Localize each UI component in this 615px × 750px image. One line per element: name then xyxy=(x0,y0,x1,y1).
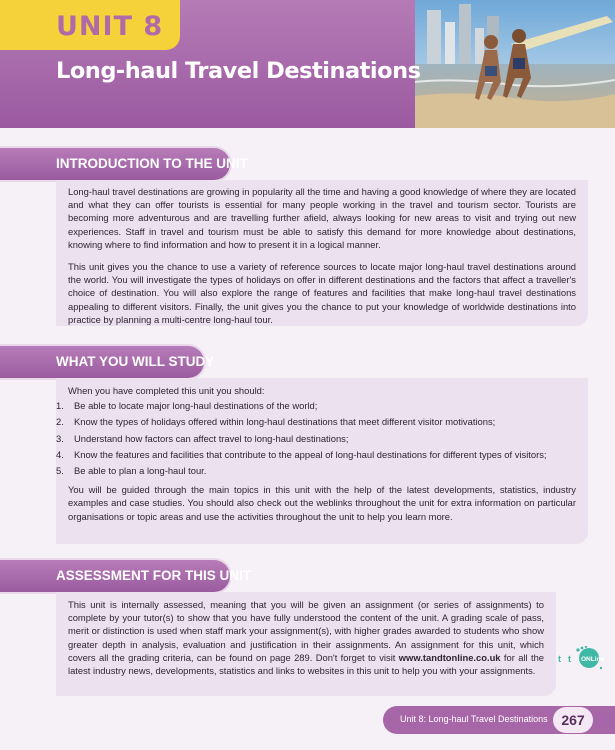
svg-text:t: t xyxy=(568,654,571,664)
intro-paragraph-2: This unit gives you the chance to use a variety of reference sources to locate major long-haul travel destinations around the world. You will investigate the types of holidays on offer in different destinations and the factors that affect a traveller's choice of destination. You will also explore the range of features and facilities that make long-haul travel destinations appealing to different visitors. Finally, the unit gives you the chance to put your knowledge of worldwide destinations into practice by planning a multi-centre long-haul tour. xyxy=(68,261,576,325)
section-heading-text: WHAT YOU WILL STUDY xyxy=(56,354,215,369)
unit-tab xyxy=(0,0,180,50)
tandtonline-link[interactable]: www.tandtonline.co.uk xyxy=(398,651,501,663)
list-item: 3. Understand how factors can affect travel to long-haul destinations; xyxy=(56,432,349,444)
unit-label: UNIT 8 xyxy=(56,11,164,42)
surfers-beach-photo xyxy=(415,0,615,128)
introduction-section xyxy=(56,180,588,326)
section-heading-introduction xyxy=(0,148,248,180)
tandtonline-logo xyxy=(556,646,612,670)
unit-header-banner xyxy=(0,0,615,128)
study-outcomes-list xyxy=(56,399,576,477)
list-item: 1. Be able to locate major long-haul destinations of the world; xyxy=(56,400,318,412)
list-item: 2. Know the types of holidays offered within long-haul destinations that meet different visitor motivations; xyxy=(56,416,496,428)
assessment-section xyxy=(56,592,556,696)
page-number: 267 xyxy=(553,707,593,733)
unit-title: Long-haul Travel Destinations xyxy=(56,58,421,84)
intro-paragraph-1: Long-haul travel destinations are growing in popularity all the time and having a good knowledge of where they are located and what they can offer tourists is essential for many people working in the travel and tourism sector. Tourists are becoming more adventurous and are travelling further afield, always looking for new areas to visit and trying out new experiences. Staff in travel and tourism must be able to satisfy this demand for more knowledge about destinations, knowing where to find information and how to present it in a logical manner. xyxy=(68,186,576,250)
assessment-paragraph: This unit is internally assessed, meaning that you will be given an assignment (or series of assignments) to complete by your tutor(s) to show that you have fully understood the content of the unit. A grading scale of pass, merit or distinction is used when staff mark your assignment(s), with higher grades awarded to students who show greater depth in analysis, evaluation and justification in their assignments. An assignment for this unit, which covers all the grading criteria, can be found on page 289. Don't forget to visit www.tandtonline.co.uk for all the latest industry news, developments, statistics and links to websites in this unit to help you with your assignments. xyxy=(68,599,545,677)
svg-text:ONLine: ONLine xyxy=(581,656,605,663)
tandtonline-logo-icon xyxy=(556,646,612,670)
page-footer xyxy=(383,706,615,734)
list-item: 4. Know the features and facilities that contribute to the appeal of long-haul destinations for different types of visitors; xyxy=(56,448,547,460)
section-heading-text: INTRODUCTION TO THE UNIT xyxy=(56,156,248,171)
study-closing: You will be guided through the main topics in this unit with the help of the latest developments, statistics, industry examples and case studies. You should also check out the weblinks throughout the unit for extra information on particular organisations or topic areas and use the activities throughout the unit to help you learn more. xyxy=(68,484,576,522)
section-heading-text: ASSESSMENT FOR THIS UNIT xyxy=(56,568,252,583)
section-heading-study xyxy=(0,346,215,378)
section-heading-assessment xyxy=(0,560,252,592)
study-intro: When you have completed this unit you should: xyxy=(68,385,265,396)
study-section xyxy=(56,378,588,544)
footer-unit-title: Unit 8: Long-haul Travel Destinations xyxy=(400,714,548,724)
list-item: 5. Be able to plan a long-haul tour. xyxy=(56,465,207,477)
svg-text:t: t xyxy=(558,654,561,664)
surfers-beach-illustration xyxy=(415,0,615,128)
